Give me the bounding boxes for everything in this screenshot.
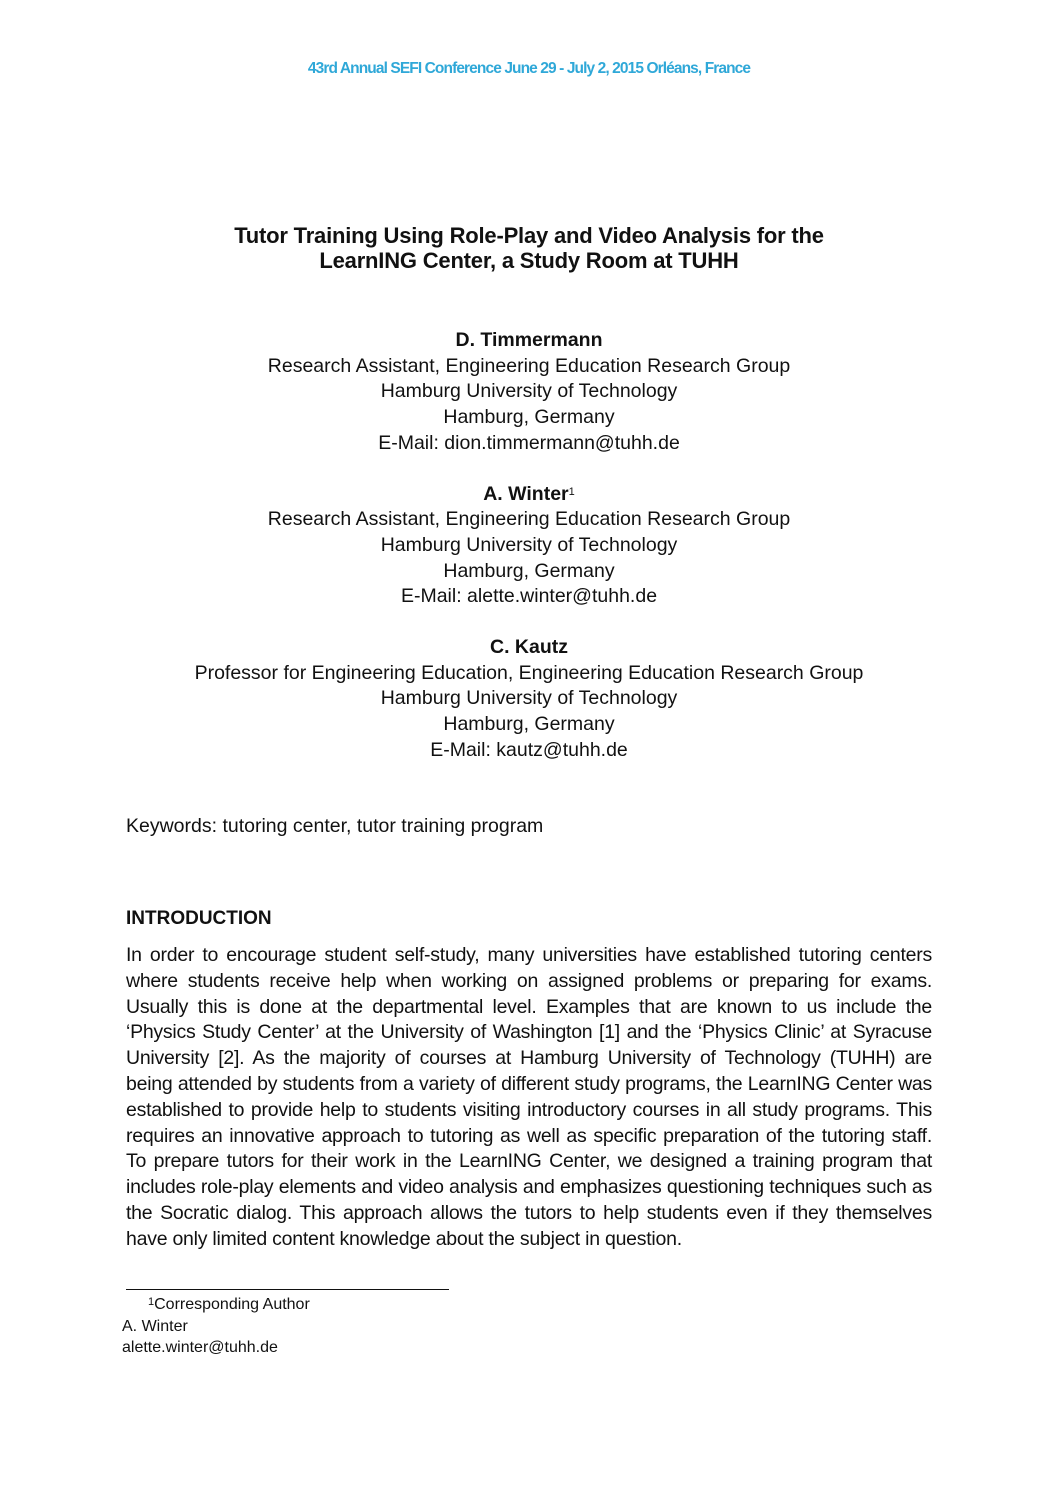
author-email: E-Mail: alette.winter@tuhh.de bbox=[400, 585, 658, 608]
author-block bbox=[0, 635, 1058, 764]
section-paragraph: In order to encourage student self-study, many universities have established tutoring centers where students receive help when working on assigned problems or preparing for exams. Usually this is done at the departmental level. Examples that are known to us include the ‘Physics Study Center’ at the University of Washington [1] and the ‘Physics Clinic’ at Syracuse University [2]. As the majority of courses at Hamburg University of Technology (TUHH) are being attended by students from a variety of different study programs, the LearnING Center was established to provide help to students visiting introductory courses in all study programs. This requires an innovative approach to tutoring as well as specific preparation of the tutoring staff. To prepare tutors for their work in the LearnING Center, we designed a training program that includes role-play elements and video analysis and emphasizes questioning techniques such as the Socratic dialog. This approach allows the tutors to help students even if they themselves have only limited content knowledge about the subject in question. bbox=[126, 944, 932, 1250]
author-email: E-Mail: dion.timmermann@tuhh.de bbox=[378, 431, 680, 454]
footnote-marker: 1 bbox=[568, 485, 575, 498]
author-affiliation-line: Hamburg University of Technology bbox=[380, 380, 678, 403]
keywords: Keywords: tutoring center, tutor training program bbox=[126, 815, 544, 837]
author-affiliation-line: Professor for Engineering Education, Engineering Education Research Group bbox=[194, 661, 864, 684]
section-heading: INTRODUCTION bbox=[126, 908, 272, 929]
author-affiliation-line: Research Assistant, Engineering Education Research Group bbox=[267, 508, 791, 531]
paper-title bbox=[0, 223, 1058, 273]
footnote bbox=[122, 1294, 310, 1359]
title-line-2: LearnING Center, a Study Room at TUHH bbox=[319, 248, 739, 273]
footnote-line bbox=[122, 1294, 310, 1316]
author-block bbox=[0, 482, 1058, 611]
author-block bbox=[0, 328, 1058, 457]
footnote-name: A. Winter bbox=[122, 1317, 188, 1335]
author-affiliation-line: Hamburg, Germany bbox=[443, 559, 615, 582]
conference-header: 43rd Annual SEFI Conference June 29 - July 2, 2015 Orléans, France bbox=[307, 60, 751, 77]
footnote-email: alette.winter@tuhh.de bbox=[122, 1339, 278, 1356]
author-affiliation-line: Hamburg University of Technology bbox=[380, 533, 678, 556]
author-list bbox=[0, 328, 1058, 789]
footnote-label: Corresponding Author bbox=[154, 1296, 310, 1313]
footnote-divider bbox=[126, 1289, 449, 1290]
title-line-1: Tutor Training Using Role-Play and Video Analysis for the bbox=[234, 223, 824, 248]
footnote-marker: 1 bbox=[148, 1296, 155, 1308]
author-affiliation-line: Hamburg, Germany bbox=[443, 713, 615, 736]
author-affiliation-line: Hamburg University of Technology bbox=[380, 687, 678, 710]
author-email: E-Mail: kautz@tuhh.de bbox=[430, 738, 628, 761]
author-affiliation-line: Hamburg, Germany bbox=[443, 406, 615, 429]
author-name: D. Timmermann bbox=[455, 329, 603, 351]
author-affiliation-line: Research Assistant, Engineering Education Research Group bbox=[267, 354, 791, 377]
author-name: A. Winter bbox=[483, 482, 569, 505]
author-name: C. Kautz bbox=[490, 636, 568, 659]
